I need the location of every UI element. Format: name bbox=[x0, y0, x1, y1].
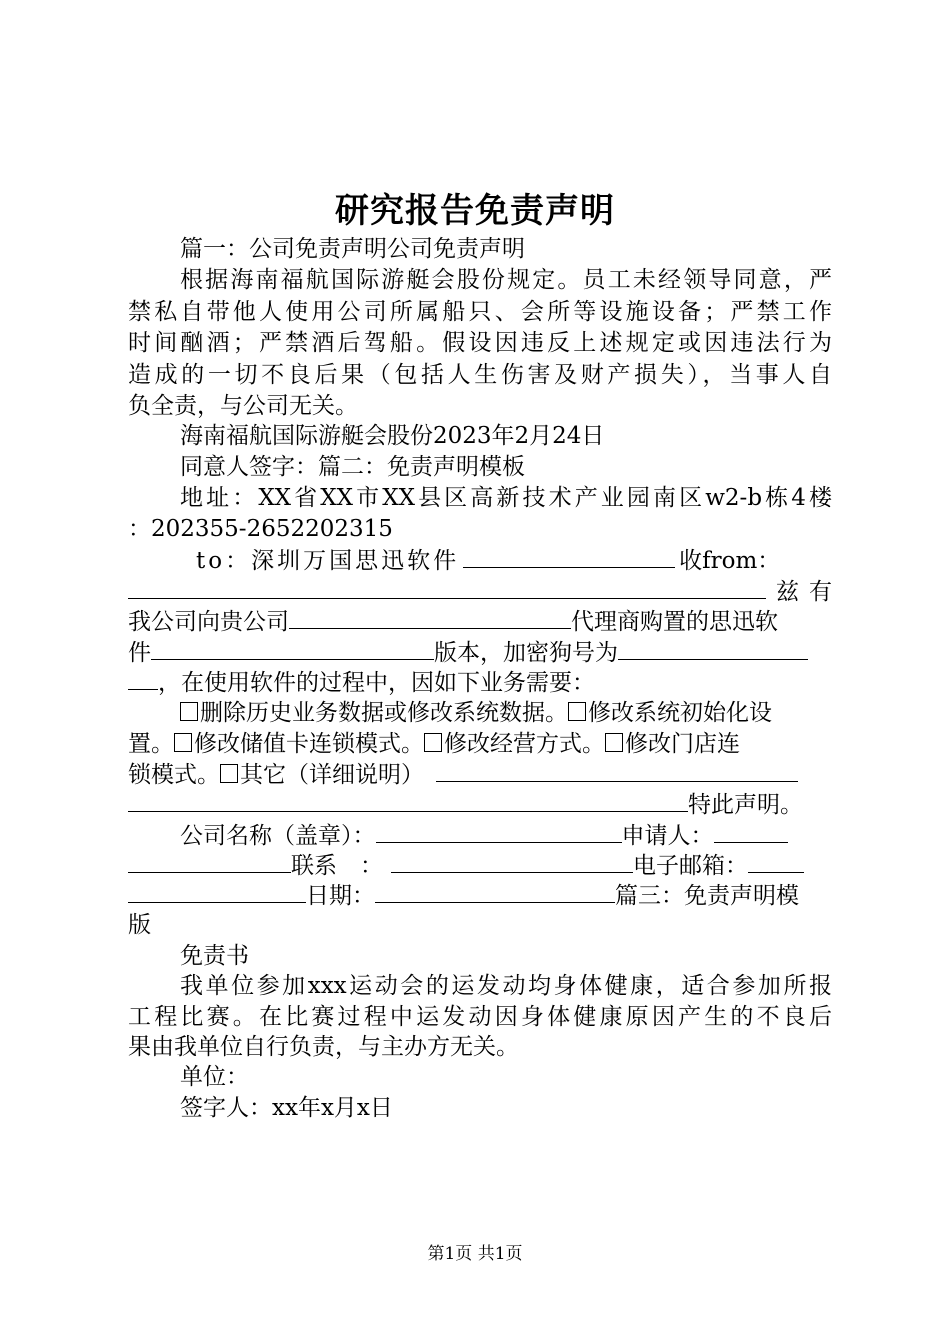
paragraph-line: 禁私自带他人使用公司所属船只、会所等设施设备；严禁工作 bbox=[128, 299, 832, 325]
checkbox-label: 修改经营方式。 bbox=[444, 731, 605, 757]
form-line bbox=[128, 880, 832, 910]
form-text: 电子邮箱： bbox=[633, 853, 748, 879]
to-label: to：深圳万国思迅软件 bbox=[196, 548, 460, 574]
blank-field bbox=[376, 820, 622, 843]
form-line bbox=[128, 850, 832, 880]
checkbox[interactable] bbox=[180, 702, 198, 721]
blank-field bbox=[618, 637, 808, 660]
form-text: 特此声明。 bbox=[688, 792, 803, 818]
checkbox-label: 修改系统初始化设 bbox=[588, 700, 772, 726]
section-heading-1: 篇一：公司免责声明公司免责声明 bbox=[180, 236, 525, 262]
phone-line: ：202355-2652202315 bbox=[128, 516, 393, 542]
address-line: 地址：XX省XX市XX县区高新技术产业园南区w2-b栋4楼 bbox=[180, 485, 832, 511]
blank-field bbox=[391, 850, 633, 873]
paragraph-line: 版 bbox=[128, 912, 151, 938]
checkbox-label: 修改储值卡连锁模式。 bbox=[194, 731, 424, 757]
checkbox[interactable] bbox=[174, 733, 192, 752]
from-label: 收from： bbox=[679, 548, 781, 574]
checkbox-line bbox=[180, 698, 832, 728]
form-line bbox=[128, 667, 832, 697]
form-text: 联系 ： bbox=[291, 853, 383, 879]
form-line bbox=[128, 606, 832, 636]
form-text: 公司名称（盖章）： bbox=[180, 823, 376, 849]
blank-field bbox=[151, 637, 434, 660]
paragraph-line: 工程比赛。在比赛过程中运发动因身体健康原因产生的不良后 bbox=[128, 1004, 832, 1030]
checkbox-label: 修改门店连 bbox=[625, 731, 740, 757]
form-text: 版本，加密狗号为 bbox=[434, 640, 618, 666]
form-text: 申请人： bbox=[621, 823, 714, 849]
blank-field bbox=[463, 545, 675, 568]
signature-line: 同意人签字：篇二：免责声明模板 bbox=[180, 454, 525, 480]
blank-field bbox=[128, 789, 688, 812]
form-text: 代理商购置的思迅软 bbox=[571, 609, 778, 635]
to-from-line bbox=[128, 545, 832, 575]
paragraph-line: 果由我单位自行负责，与主办方无关。 bbox=[128, 1034, 519, 1060]
blank-field bbox=[748, 850, 804, 873]
checkbox[interactable] bbox=[568, 702, 586, 721]
page-footer: 第1页 共1页 bbox=[427, 1244, 523, 1264]
paragraph-line: 我单位参加xxx运动会的运发动均身体健康，适合参加所报 bbox=[180, 973, 832, 999]
checkbox-label: 置。 bbox=[128, 731, 174, 757]
paragraph-line: 造成的一切不良后果（包括人生伤害及财产损失），当事人自 bbox=[128, 362, 832, 388]
blank-field bbox=[128, 576, 766, 599]
blank-field bbox=[436, 759, 798, 782]
checkbox-line bbox=[128, 759, 832, 789]
checkbox[interactable] bbox=[605, 733, 623, 752]
checkbox[interactable] bbox=[220, 764, 238, 783]
blank-field bbox=[375, 880, 615, 903]
paragraph-line: 负全责，与公司无关。 bbox=[128, 393, 358, 419]
form-text: 件 bbox=[128, 640, 151, 666]
paragraph-line: 根据海南福航国际游艇会股份规定。员工未经领导同意，严 bbox=[180, 267, 832, 293]
form-text: 我公司向贵公司 bbox=[128, 609, 289, 635]
checkbox[interactable] bbox=[424, 733, 442, 752]
checkbox-line bbox=[128, 729, 832, 759]
form-line bbox=[128, 637, 832, 667]
form-text: 兹有 bbox=[776, 579, 842, 605]
paragraph-line: 时间酗酒；严禁酒后驾船。假设因违反上述规定或因违法行为 bbox=[128, 330, 832, 356]
form-text: 篇三：免责声明模 bbox=[615, 883, 799, 909]
unit-line: 单位： bbox=[180, 1064, 249, 1090]
checkbox-label: 删除历史业务数据或修改系统数据。 bbox=[200, 700, 568, 726]
blank-field bbox=[128, 667, 158, 690]
checkbox-label: 其它（详细说明） bbox=[240, 762, 424, 788]
checkbox-label: 锁模式。 bbox=[128, 762, 220, 788]
form-line bbox=[180, 820, 832, 850]
form-line bbox=[128, 576, 842, 606]
form-line bbox=[128, 789, 832, 819]
blank-field bbox=[128, 880, 306, 903]
blank-field bbox=[289, 606, 571, 629]
form-text: 日期： bbox=[306, 883, 375, 909]
signer-date-line: 签字人：xx年x月x日 bbox=[180, 1095, 393, 1121]
blank-field bbox=[714, 820, 788, 843]
document-title: 研究报告免责声明 bbox=[335, 191, 615, 231]
form-text: ，在使用软件的过程中，因如下业务需要： bbox=[158, 670, 595, 696]
blank-field bbox=[128, 850, 291, 873]
section-heading-3: 免责书 bbox=[180, 943, 249, 969]
company-date-line: 海南福航国际游艇会股份2023年2月24日 bbox=[180, 423, 605, 449]
